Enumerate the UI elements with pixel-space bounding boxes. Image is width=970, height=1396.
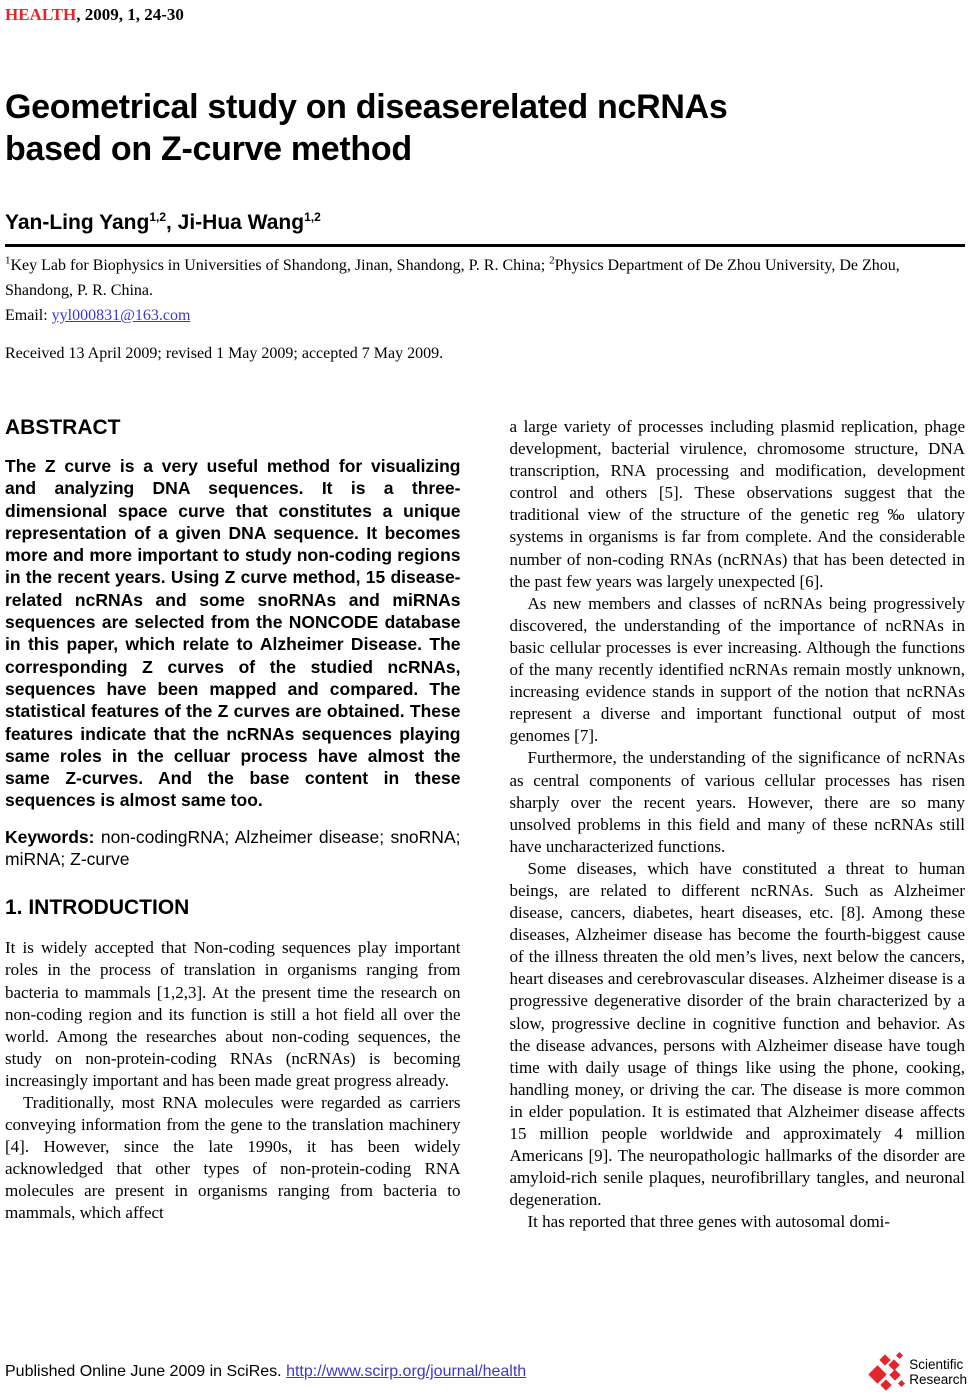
- affiliation-sup-2: 2: [549, 254, 555, 267]
- journal-name: HEALTH: [5, 5, 77, 24]
- diamond-cluster-icon: [866, 1352, 906, 1392]
- scires-logo-line-1: Scientific: [909, 1357, 964, 1372]
- right-column: [510, 416, 966, 1233]
- published-online-text: Published Online June 2009 in SciRes.: [5, 1363, 287, 1380]
- abstract-heading: ABSTRACT: [5, 416, 121, 439]
- introduction-heading: 1. INTRODUCTION: [5, 896, 190, 920]
- scires-logo: [866, 1352, 967, 1392]
- published-online-line: [5, 1362, 526, 1382]
- author-name-2: Ji-Hua Wang: [177, 211, 305, 234]
- authors-line: [5, 211, 965, 235]
- author-separator: ,: [166, 211, 178, 234]
- keywords-label: Keywords:: [5, 826, 95, 847]
- scires-logo-line-2: Research: [909, 1372, 967, 1387]
- page-title: [5, 86, 965, 170]
- journal-header: [5, 5, 965, 25]
- author-affil-sup-2: 1,2: [304, 210, 321, 224]
- left-column: [5, 416, 461, 1233]
- affiliation-part-1: Key Lab for Biophysics in Universities of Shandong, Jinan, Shandong, P. R. China;: [10, 257, 550, 274]
- email-link[interactable]: yyl000831@163.com: [51, 307, 191, 324]
- divider-rule: [5, 244, 965, 247]
- author-name-1: Yan-Ling Yang: [5, 211, 150, 234]
- right-paragraph-3: Furthermore, the understanding of the significance of ncRNAs as central components of various cellular processes has risen sharply over the recent years. However, there are so many unsolved problems in this field and many of these ncRNAs still have uncharacterized functions.: [509, 748, 965, 856]
- scires-logo-text: [909, 1357, 967, 1387]
- affiliation-sup-1: 1: [5, 254, 11, 267]
- abstract-text: The Z curve is a very useful method for visualizing and analyzing DNA sequences. It is a three-dimensional space curve that constitutes a unique representation of a given DNA sequence. It becomes more and more important to study non-coding regions in the recent years. Using Z curve method, 15 disease-related ncRNAs and some snoRNAs and miRNAs sequences are selected from the NONCODE database in this paper, which relate to Alzheimer Disease. The corresponding Z curves of the studied ncRNAs, sequences have been mapped and compared. The statistical features of the Z curves are obtained. These features indicate that the ncRNAs sequences playing same roles in the celluar process have almost the same Z-curves. And the base content in these sequences is almost same too.: [5, 456, 461, 811]
- right-paragraph-5: It has reported that three genes with autosomal domi-: [527, 1212, 891, 1232]
- author-affil-sup-1: 1,2: [149, 210, 166, 224]
- email-label: Email:: [5, 307, 52, 324]
- intro-paragraph-2: Traditionally, most RNA molecules were regarded as carriers conveying information from the gene to the translation machinery [4]. However, since the late 1990s, it has been widely acknowledged that other types of non-protein-coding RNA molecules are present in organisms ranging from bacteria to mammals, which affect: [5, 1093, 461, 1223]
- right-paragraph-1: a large variety of processes including plasmid replication, phage development, bacterial virulence, chromosome structure, DNA transcription, RNA processing and modification, development control and others [5]. These observations suggest that the traditional view of the structure of the genetic reg ‰ ulatory systems in organisms is far from complete. And the considerable number of non-coding RNAs (ncRNAs) that has been detected in the past few years was largely unexpected [6].: [509, 417, 965, 591]
- keywords-line: [5, 826, 461, 871]
- page-footer: [5, 1352, 967, 1392]
- affiliation-text: [5, 253, 965, 303]
- title-line-1: Geometrical study on diseaserelated ncRNAs: [5, 88, 728, 126]
- keywords-text: non-codingRNA; Alzheimer disease; snoRNA; miRNA; Z-curve: [5, 826, 461, 870]
- email-line: [5, 303, 965, 328]
- affiliation-block: [5, 253, 965, 328]
- received-dates: Received 13 April 2009; revised 1 May 2009; accepted 7 May 2009.: [5, 345, 444, 362]
- right-paragraph-4: Some diseases, which have constituted a threat to human beings, are related to different ncRNAs. Such as Alzheimer disease, cancers, diabetes, heart diseases, etc. [8]. Among these diseases, Alzheimer disease has become the fourth-biggest cause of the illness threaten the old men’s lives, next below the cancers, heart diseases and cerebrovascular diseases. Alzheimer disease is a progressive degenerative disorder of the brain characterized by a slow, progressive decline in cognitive function and behavior. As the disease advances, persons with Alzheimer disease have tough time with daily usage of things like using the phone, cooking, handling money, or driving the car. The disease is more common in elder population. It is estimated that Alzheimer disease affects 15 million people worldwide and approximately 4 million Americans [9]. The neuropathologic hallmarks of the disorder are amyloid-rich senile plaques, neurofibrillary tangles, and neuronal degeneration.: [509, 858, 965, 1210]
- two-column-body: [5, 416, 965, 1233]
- journal-url-link[interactable]: http://www.scirp.org/journal/health: [286, 1363, 527, 1380]
- title-line-2: based on Z-curve method: [5, 130, 412, 168]
- right-paragraph-2: As new members and classes of ncRNAs being progressively discovered, the understanding of the importance of ncRNAs in basic cellular processes is ever increasing. Although the functions of the many recently identified ncRNAs remain mostly unknown, increasing evidence stands in support of the notion that ncRNAs represent a diverse and important functional output of most genomes [7].: [509, 593, 965, 746]
- affiliation-part-2: Physics Department of De Zhou University, De Zhou, Shandong, P. R. China.: [5, 257, 900, 299]
- intro-paragraph-1: It is widely accepted that Non-coding sequences play important roles in the process of translation in organisms ranging from bacteria to mammals [1,2,3]. At the present time the research on non-coding region and its function is still a hot field all over the world. Among the researches about non-coding sequences, the study on non-protein-coding RNAs (ncRNAs) is becoming increasingly important and has been made great progress already.: [5, 938, 461, 1090]
- journal-citation: , 2009, 1, 24-30: [76, 5, 184, 24]
